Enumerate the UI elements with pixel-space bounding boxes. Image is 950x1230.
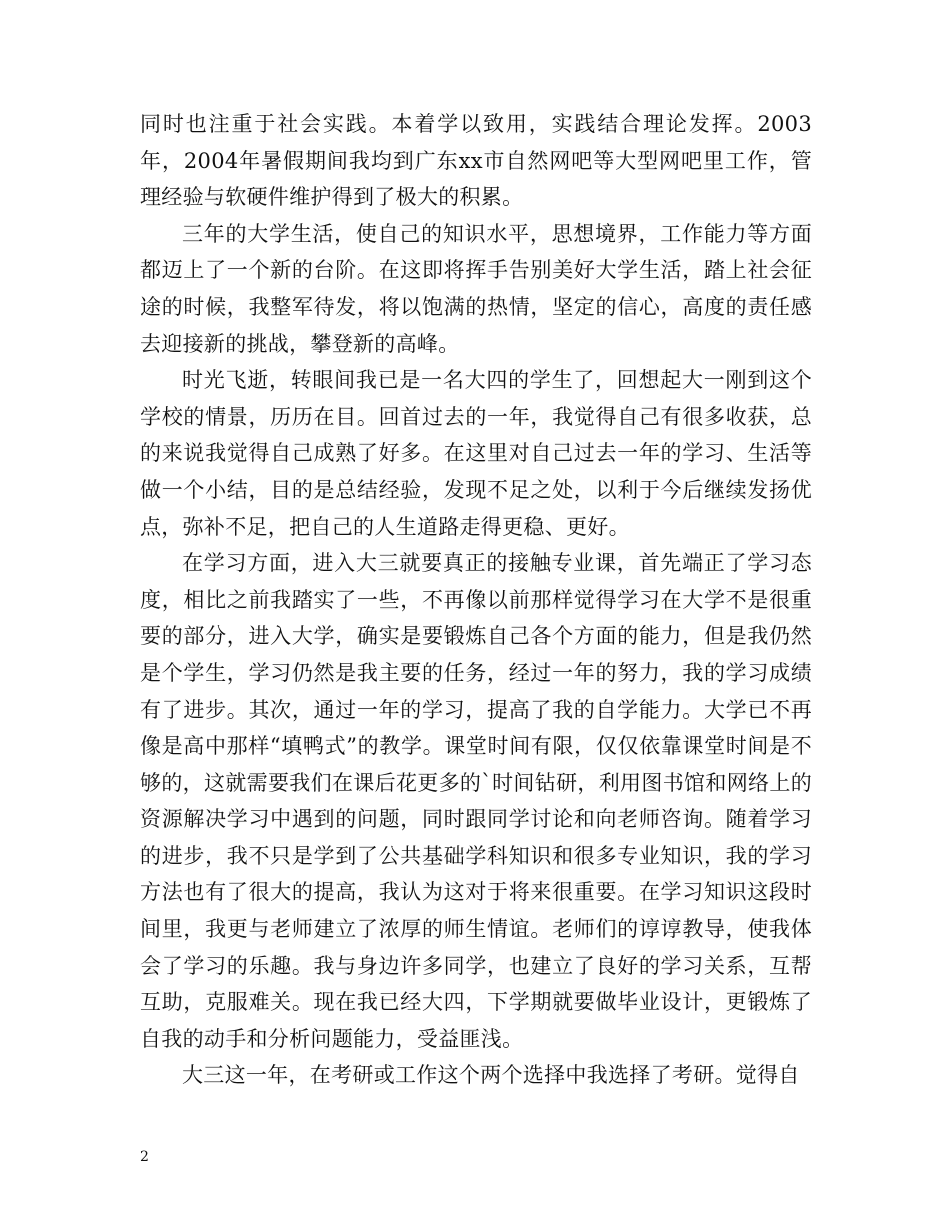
page-number: 2 (140, 1149, 149, 1165)
paragraph-4: 在学习方面，进入大三就要真正的接触专业课，首先端正了学习态度，相比之前我踏实了一些，不再像以前那样觉得学习在大学不是很重要的部分，进入大学，确实是要锻炼自己各个方面的能力，但是我仍然是个学生，学习仍然是我主要的任务，经过一年的努力，我的学习成绩有了进步。其次，通过一年的学习，提高了我的自学能力。大学已不再像是高中那样“填鸭式”的教学。课堂时间有限，仅仅依靠课堂时间是不够的，这就需要我们在课后花更多的`时间钻研，利用图书馆和网络上的资源解决学习中遇到的问题，同时跟同学讨论和向老师咨询。随着学习的进步，我不只是学到了公共基础学科知识和很多专业知识，我的学习方法也有了很大的提高，我认为这对于将来很重要。在学习知识这段时间里，我更与老师建立了浓厚的师生情谊。老师们的谆谆教导，使我体会了学习的乐趣。我与身边许多同学，也建立了良好的学习关系，互帮互助，克服难关。现在我已经大四，下学期就要做毕业设计，更锻炼了自我的动手和分析问题能力，受益匪浅。 (140, 551, 812, 1051)
document-body (140, 106, 812, 1094)
paragraph-1: 同时也注重于社会实践。本着学以致用，实践结合理论发挥。2003年，2004年暑假期间我均到广东xx市自然网吧等大型网吧里工作，管理经验与软硬件维护得到了极大的积累。 (140, 112, 812, 210)
paragraph-2: 三年的大学生活，使自己的知识水平，思想境界，工作能力等方面都迈上了一个新的台阶。在这即将挥手告别美好大学生活，踏上社会征途的时候，我整军待发，将以饱满的热情，坚定的信心，高度的责任感去迎接新的挑战，攀登新的高峰。 (140, 221, 812, 356)
paragraph-5: 大三这一年，在考研或工作这个两个选择中我选择了考研。觉得自 (182, 1063, 800, 1088)
paragraph-3: 时光飞逝，转眼间我已是一名大四的学生了，回想起大一刚到这个学校的情景，历历在目。回首过去的一年，我觉得自己有很多收获，总的来说我觉得自己成熟了好多。在这里对自己过去一年的学习、生活等做一个小结，目的是总结经验，发现不足之处，以利于今后继续发扬优点，弥补不足，把自己的人生道路走得更稳、更好。 (140, 368, 812, 539)
